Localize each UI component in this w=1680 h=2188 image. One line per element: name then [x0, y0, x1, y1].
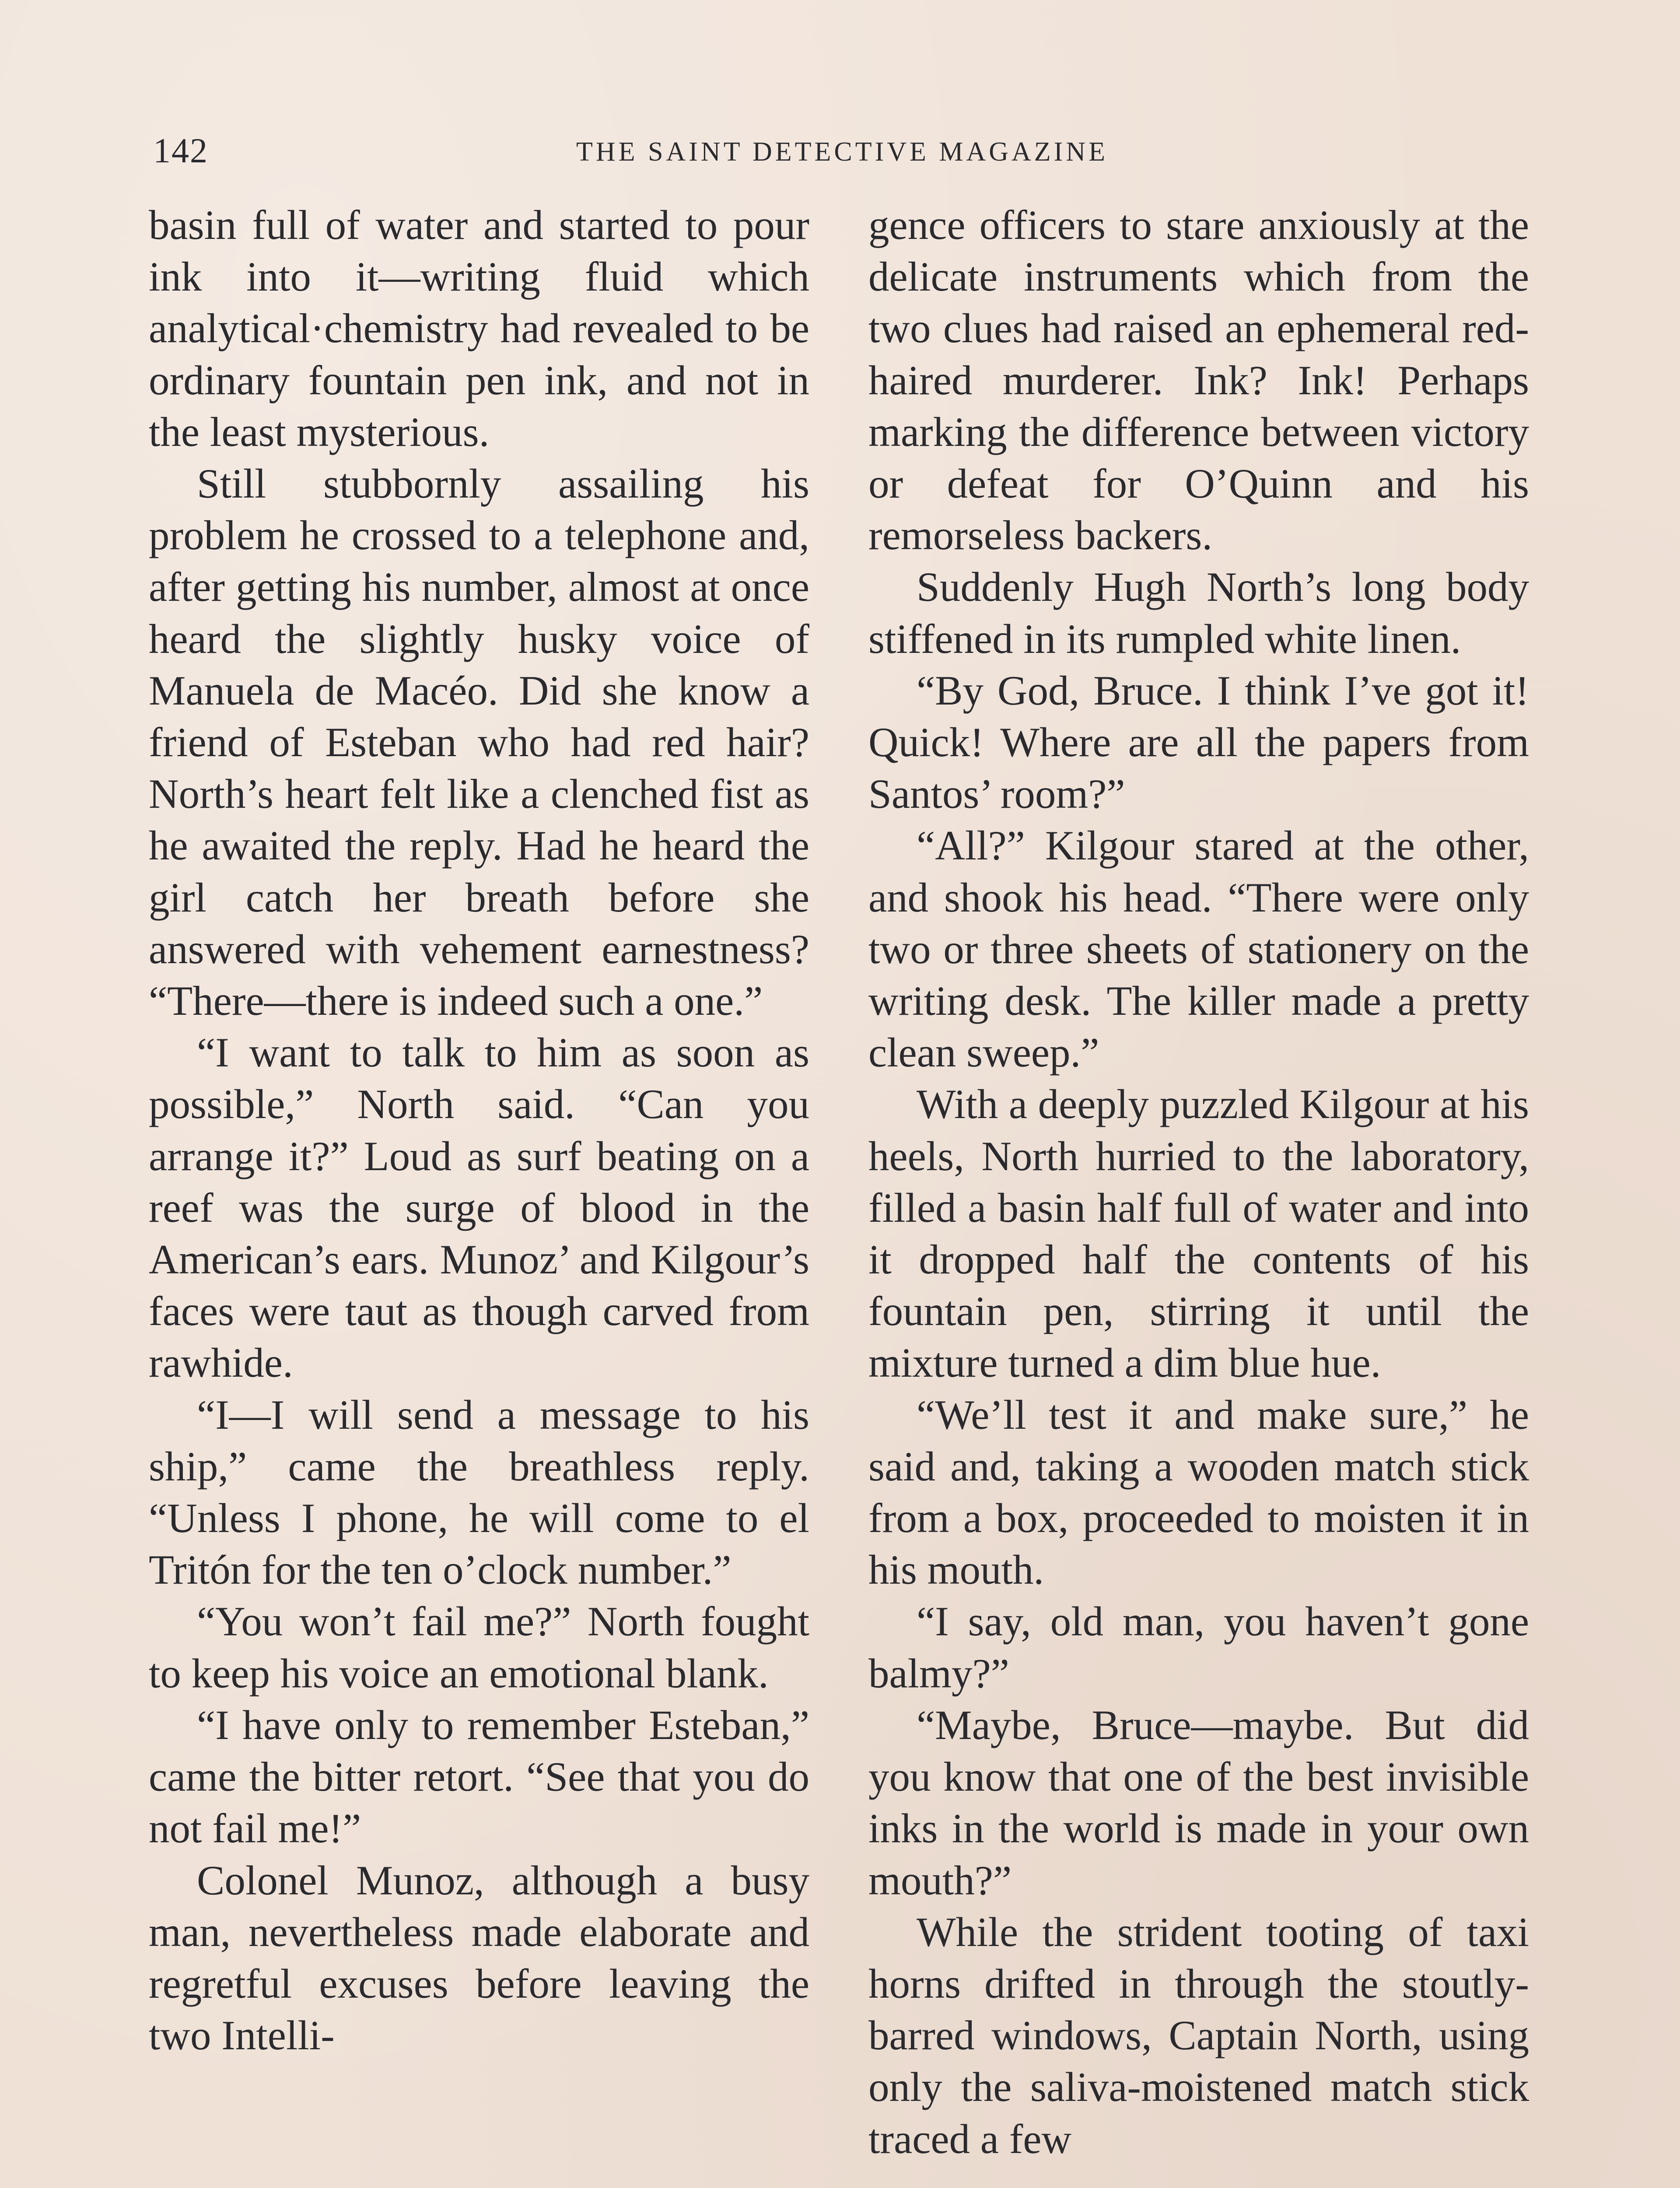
paragraph: With a deeply puzzled Kilgour at his heels, North hurried to the laboratory, filled a basin half full of water and into it dropped half the contents of his fountain pen, stirring it until the mixture turned a dim blue hue. [868, 1081, 1529, 1386]
left-column [149, 199, 809, 2061]
paragraph: “I want to talk to him as soon as possible,” North said. “Can you arrange it?” Loud as surf beating on a reef was the surge of blood in the American’s ears. Munoz’ and Kilgour’s faces were taut as though carved from rawhide. [149, 1029, 809, 1386]
running-title: THE SAINT DETECTIVE MAGAZINE [576, 137, 1108, 167]
paragraph: “We’ll test it and make sure,” he said and, taking a wooden match stick from a box, proceeded to moisten it in his mouth. [868, 1391, 1529, 1593]
paragraph: Suddenly Hugh North’s long body stiffened in its rumpled white linen. [868, 564, 1529, 662]
paragraph: “I—I will send a message to his ship,” came the breathless reply. “Unless I phone, he will come to el Tritón for the ten o’clock number.” [149, 1391, 809, 1593]
page-number: 142 [153, 132, 208, 170]
right-column [868, 199, 1529, 2165]
paragraph: While the strident tooting of taxi horns drifted in through the stoutly-barred windows, Captain North, using only the saliva-moistened match stick traced a few [868, 1908, 1529, 2162]
paragraph: Colonel Munoz, although a busy man, nevertheless made elaborate and regretful excuses before leaving the two Intelli- [149, 1857, 809, 2059]
paragraph: basin full of water and started to pour ink into it—writing fluid which analytical·chemistry had revealed to be ordinary fountain pen ink, and not in the least mysterious. [149, 202, 809, 455]
paragraph: “I have only to remember Esteban,” came the bitter retort. “See that you do not fail me!” [149, 1701, 809, 1852]
paragraph: “I say, old man, you haven’t gone balmy?” [868, 1598, 1529, 1697]
paragraph: “Maybe, Bruce—maybe. But did you know that one of the best invisible inks in the world is made in your own mouth?” [868, 1701, 1529, 1904]
page-header [149, 127, 1536, 184]
paragraph: “You won’t fail me?” North fought to keep his voice an emotional blank. [149, 1598, 809, 1697]
paragraph: Still stubbornly assailing his problem he crossed to a telephone and, after getting his number, almost at once heard the slightly husky voice of Manuela de Macéo. Did she know a friend of Esteban who had red hair? North’s heart felt like a clenched fist as he awaited the reply. Had he heard the girl catch her breath before she answered with vehement earnestness? “There—there is indeed such a one.” [149, 460, 809, 1024]
paragraph: “All?” Kilgour stared at the other, and shook his head. “There were only two or three sheets of stationery on the writing desk. The killer made a pretty clean sweep.” [868, 822, 1529, 1076]
paragraph: “By God, Bruce. I think I’ve got it! Quick! Where are all the papers from Santos’ room?” [868, 667, 1529, 817]
paragraph: gence officers to stare anxiously at the delicate instruments which from the two clues had raised an ephemeral red-haired murderer. Ink? Ink! Perhaps marking the difference between victory or defeat for O’Quinn and his remorseless backers. [868, 202, 1529, 559]
